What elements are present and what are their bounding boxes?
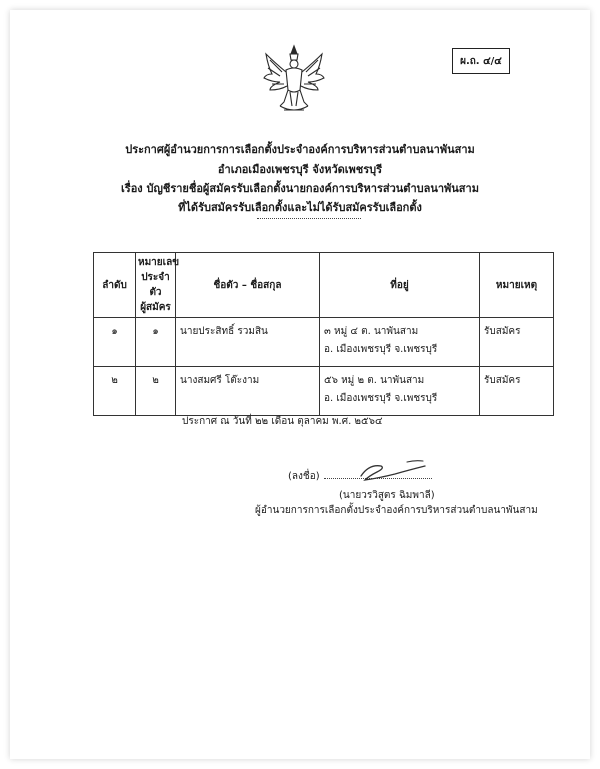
heading-district: อำเภอเมืองเพชรบุรี จังหวัดเพชรบุรี <box>217 163 383 176</box>
handwritten-signature <box>355 456 435 486</box>
cell-remark: รับสมัคร <box>480 367 554 416</box>
table-row <box>94 318 554 367</box>
cell-order: ๒ <box>94 367 136 416</box>
address-line1: ๓ หมู่ ๔ ต. นาพันสาม <box>324 326 419 337</box>
signer-name: (นายวรวิสูตร ฉิมพาลี) <box>339 490 435 501</box>
heading-subject-cont: ที่ได้รับสมัครรับเลือกตั้งและไม่ได้รับสมัครรับเลือกตั้ง <box>178 201 422 214</box>
candidates-table <box>93 252 554 416</box>
heading-subject: เรื่อง บัญชีรายชื่อผู้สมัครรับเลือกตั้งนายกองค์การบริหารส่วนตำบลนาพันสาม <box>121 182 479 195</box>
garuda-emblem <box>262 44 326 116</box>
signature-label: (ลงชื่อ) <box>288 471 320 482</box>
cell-remark: รับสมัคร <box>480 318 554 367</box>
address-line2: อ. เมืองเพชรบุรี จ.เพชรบุรี <box>324 393 438 404</box>
header-order: ลำดับ <box>94 253 136 318</box>
header-number-line2: ประจำตัว <box>141 272 170 298</box>
header-remark: หมายเหตุ <box>480 253 554 318</box>
cell-number: ๒ <box>136 367 176 416</box>
address-line2: อ. เมืองเพชรบุรี จ.เพชรบุรี <box>324 344 438 355</box>
table-header-row <box>94 253 554 318</box>
header-number <box>136 253 180 318</box>
cell-address <box>320 318 480 367</box>
announcement-date: ประกาศ ณ วันที่ ๒๒ เดือน ตุลาคม พ.ศ. ๒๕๖๔ <box>182 416 383 427</box>
header-number-line1: หมายเลข <box>138 257 180 268</box>
form-code-box: ผ.ถ. ๔/๔ <box>452 48 510 74</box>
cell-number: ๑ <box>136 318 176 367</box>
cell-address <box>320 367 480 416</box>
cell-name: นางสมศรี โต๊ะงาม <box>176 367 320 416</box>
cell-name: นายประสิทธิ์ รวมสิน <box>176 318 320 367</box>
address-line1: ๕๖ หมู่ ๒ ต. นาพันสาม <box>324 375 425 386</box>
header-name: ชื่อตัว – ชื่อสกุล <box>176 253 320 318</box>
header-number-line3: ผู้สมัคร <box>140 302 171 313</box>
heading-announcement: ประกาศผู้อำนวยการการเลือกตั้งประจำองค์การบริหารส่วนตำบลนาพันสาม <box>125 143 475 156</box>
cell-order: ๑ <box>94 318 136 367</box>
heading-divider <box>257 218 361 219</box>
table-row <box>94 367 554 416</box>
signer-title: ผู้อำนวยการการเลือกตั้งประจำองค์การบริหารส่วนตำบลนาพันสาม <box>255 505 538 516</box>
header-address: ที่อยู่ <box>320 253 480 318</box>
